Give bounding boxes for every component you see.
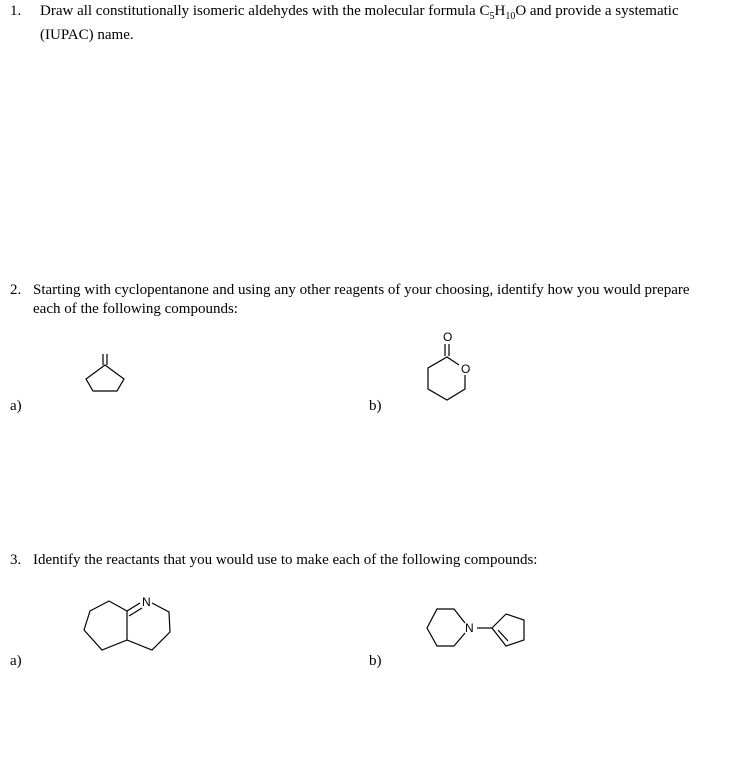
q2a-cyclopentane-ring bbox=[86, 365, 124, 391]
q1-sub10: 10 bbox=[505, 11, 516, 22]
q1-sub5: 5 bbox=[489, 11, 495, 22]
q3b-cyclopentene-ring bbox=[492, 614, 524, 646]
question-3-number: 3. bbox=[10, 552, 22, 568]
question-1-number: 1. bbox=[10, 3, 22, 19]
q2b-carbonyl-oxygen: O bbox=[443, 330, 453, 344]
q3a-nitrogen: N bbox=[142, 595, 151, 609]
q2b-ring bbox=[428, 357, 465, 400]
q3a-bicyclic-imine-structure bbox=[80, 592, 180, 662]
q1-h: H bbox=[494, 3, 506, 19]
q3-label-a: a) bbox=[10, 653, 22, 669]
q2-label-a: a) bbox=[10, 398, 22, 414]
q1-text-after: O and provide a systematic (IUPAC) name. bbox=[40, 3, 679, 43]
q3b-nitrogen: N bbox=[465, 621, 474, 635]
q2b-ring-oxygen: O bbox=[461, 362, 471, 376]
question-2 bbox=[10, 281, 710, 319]
question-2-number: 2. bbox=[10, 282, 22, 298]
question-1-text bbox=[33, 2, 710, 45]
question-3 bbox=[10, 551, 710, 570]
question-1 bbox=[10, 2, 710, 45]
q3b-piperidine-ring bbox=[427, 609, 465, 646]
q2a-methylenecyclopentane-structure bbox=[80, 350, 130, 398]
q2b-lactone-structure bbox=[420, 328, 480, 408]
q3b-ring-double-bond bbox=[498, 630, 508, 641]
question-2-text: Starting with cyclopentanone and using any other reagents of your choosing, identify how you would prepare each of the following compounds: bbox=[33, 282, 690, 317]
question-3-text: Identify the reactants that you would use to make each of the following compounds: bbox=[33, 552, 538, 568]
q3b-enamine-structure bbox=[420, 600, 535, 660]
q3-label-b: b) bbox=[369, 653, 382, 669]
q1-text-before: Draw all constitutionally isomeric aldehydes with the molecular formula C bbox=[40, 3, 490, 19]
q3a-right-ring bbox=[127, 603, 170, 650]
q2-label-b: b) bbox=[369, 398, 382, 414]
q3a-left-ring bbox=[84, 601, 127, 650]
